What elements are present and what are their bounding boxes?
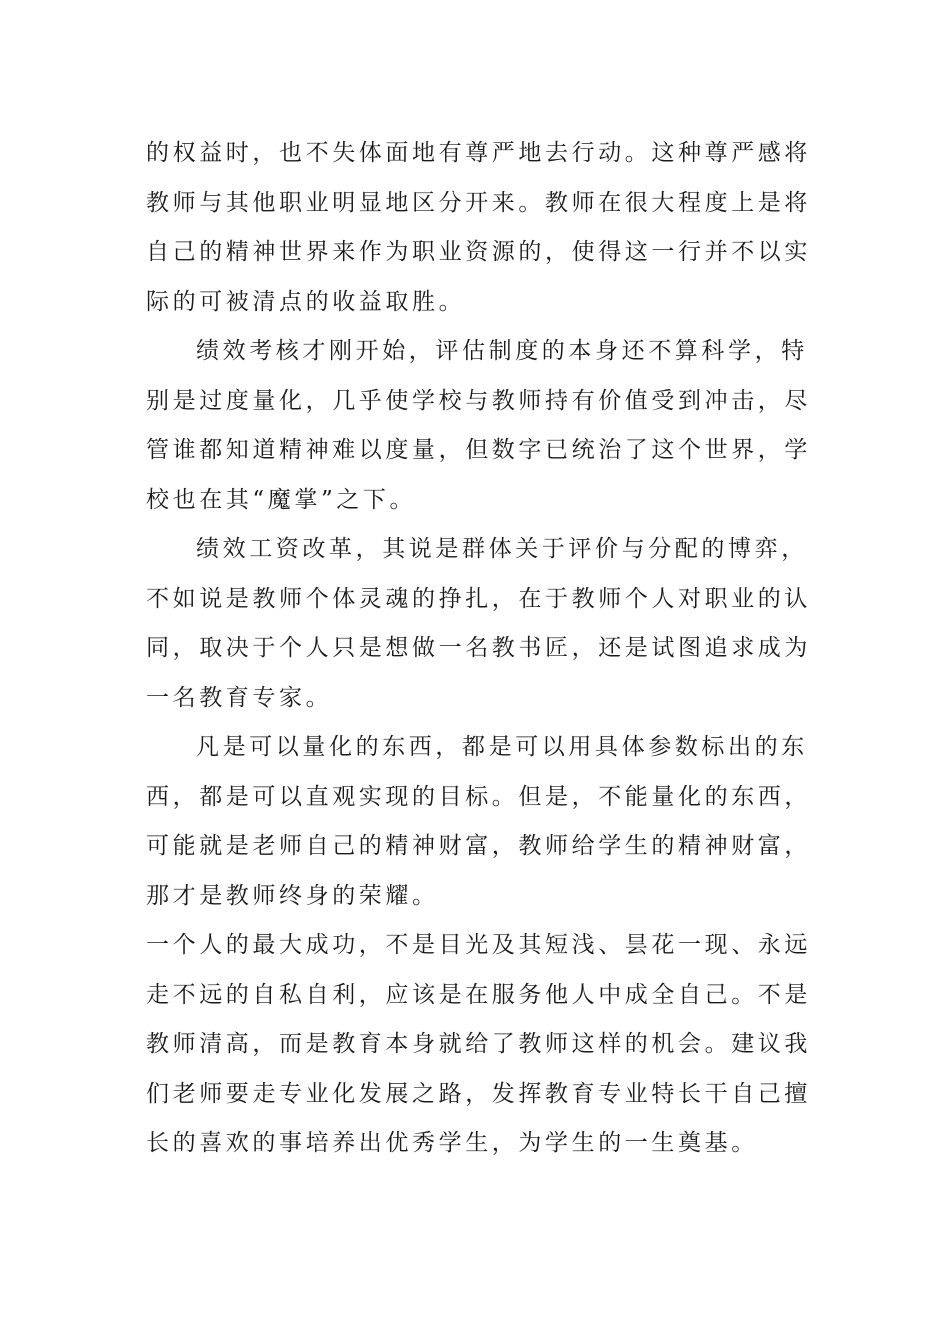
text-line: 际的可被清点的收益取胜。 bbox=[146, 288, 466, 315]
paragraph-5 bbox=[146, 921, 811, 1169]
paragraph-3 bbox=[146, 525, 811, 723]
text-line: 一名教育专家。 bbox=[146, 684, 333, 711]
text-line: 校也在其“魔掌”之下。 bbox=[146, 486, 417, 513]
text-line: 可能就是老师自己的精神财富，教师给学生的精神财富， bbox=[146, 833, 811, 859]
text-line: 走不远的自私自利，应该是在服务他人中成全自己。不是 bbox=[146, 981, 811, 1008]
text-line: 管谁都知道精神难以度量，但数字已统治了这个世界，学 bbox=[146, 437, 811, 463]
paragraph-4 bbox=[146, 723, 811, 921]
text-line: 绩效考核才刚开始，评估制度的本身还不算科学，特 bbox=[196, 338, 808, 364]
document-page bbox=[146, 129, 811, 1169]
paragraph-2 bbox=[146, 327, 811, 525]
text-line: 教师与其他职业明显地区分开来。教师在很大程度上是将 bbox=[146, 189, 811, 216]
text-line: 别是过度量化，几乎使学校与教师持有价值受到冲击，尽 bbox=[146, 387, 811, 414]
text-line: 自己的精神世界来作为职业资源的，使得这一行并不以实 bbox=[146, 239, 811, 265]
text-line: 凡是可以量化的东西，都是可以用具体参数标出的东 bbox=[196, 734, 808, 760]
text-line: 绩效工资改革，其说是群体关于评价与分配的博弈， bbox=[196, 536, 808, 562]
text-line: 教师清高，而是教育本身就给了教师这样的机会。建议我 bbox=[146, 1031, 811, 1057]
text-line: 西，都是可以直观实现的目标。但是，不能量化的东西， bbox=[146, 783, 811, 810]
text-line: 不如说是教师个体灵魂的挣扎，在于教师个人对职业的认 bbox=[146, 585, 811, 612]
text-line: 那才是教师终身的荣耀。 bbox=[146, 882, 439, 909]
text-line: 的权益时，也不失体面地有尊严地去行动。这种尊严感将 bbox=[146, 140, 811, 166]
text-line: 同，取决于个人只是想做一名教书匠，还是试图追求成为 bbox=[146, 635, 811, 661]
paragraph-1 bbox=[146, 129, 811, 327]
text-line: 们老师要走专业化发展之路，发挥教育专业特长干自己擅 bbox=[146, 1080, 811, 1107]
text-line: 一个人的最大成功，不是目光及其短浅、昙花一现、永远 bbox=[146, 932, 811, 958]
text-line: 长的喜欢的事培养出优秀学生，为学生的一生奠基。 bbox=[146, 1130, 758, 1156]
